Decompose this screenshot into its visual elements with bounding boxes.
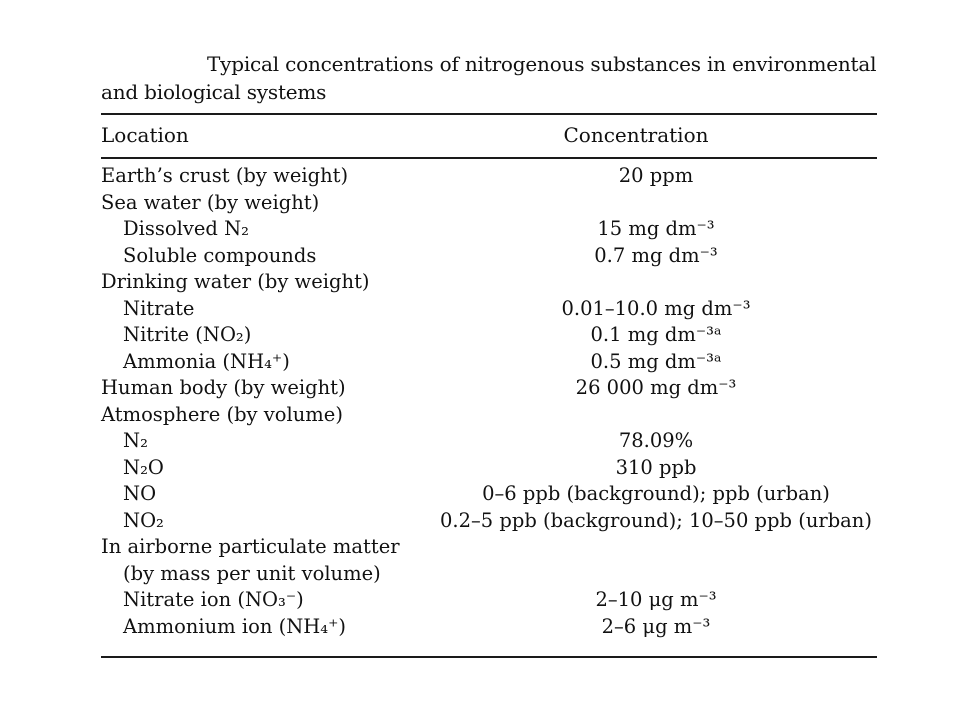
header-location: Location bbox=[101, 123, 189, 147]
row-concentration: 20 ppm bbox=[618, 164, 694, 187]
row-location: Nitrite (NO₂) bbox=[123, 323, 252, 346]
table-row bbox=[101, 375, 877, 402]
row-location: Nitrate ion (NO₃⁻) bbox=[123, 588, 304, 611]
row-location: Atmosphere (by volume) bbox=[101, 402, 343, 426]
row-location: In airborne particulate matter bbox=[101, 535, 400, 558]
row-location: Human body (by weight) bbox=[101, 376, 346, 399]
row-location: Sea water (by weight) bbox=[101, 190, 320, 214]
table-row bbox=[101, 269, 877, 296]
table-row bbox=[101, 508, 877, 535]
row-concentration: 2–6 μg m⁻³ bbox=[601, 614, 711, 638]
table-row bbox=[101, 561, 877, 588]
row-concentration: 0.5 mg dm⁻³ᵃ bbox=[590, 349, 722, 373]
table-row bbox=[101, 587, 877, 614]
table-row bbox=[101, 614, 877, 641]
table-row bbox=[101, 163, 877, 190]
row-location: Drinking water (by weight) bbox=[101, 270, 370, 293]
row-location: Ammonia (NH₄⁺) bbox=[123, 349, 290, 373]
table-row bbox=[101, 216, 877, 243]
table-body bbox=[101, 163, 877, 640]
table-row bbox=[101, 402, 877, 429]
row-concentration: 0.2–5 ppb (background); 10–50 ppb (urban) bbox=[440, 508, 872, 532]
row-concentration: 0.01–10.0 mg dm⁻³ bbox=[561, 296, 751, 320]
row-location: NO bbox=[123, 482, 157, 505]
table-header-row bbox=[101, 118, 877, 152]
row-concentration: 2–10 μg m⁻³ bbox=[595, 588, 717, 611]
row-concentration: 0.7 mg dm⁻³ bbox=[594, 243, 718, 267]
row-location: N₂ bbox=[123, 429, 148, 452]
row-location: (by mass per unit volume) bbox=[123, 561, 381, 585]
table-row bbox=[101, 322, 877, 349]
row-location: Ammonium ion (NH₄⁺) bbox=[123, 614, 346, 638]
header-concentration: Concentration bbox=[563, 123, 709, 147]
row-location: Soluble compounds bbox=[123, 243, 317, 267]
header-rule bbox=[101, 157, 877, 159]
row-location: Earth’s crust (by weight) bbox=[101, 164, 349, 187]
table-row bbox=[101, 349, 877, 376]
row-concentration: 78.09% bbox=[618, 429, 694, 452]
row-location: Nitrate bbox=[123, 296, 195, 320]
row-location: Dissolved N₂ bbox=[123, 217, 249, 240]
row-concentration: 15 mg dm⁻³ bbox=[597, 217, 715, 240]
table-row bbox=[101, 190, 877, 217]
table-row bbox=[101, 296, 877, 323]
bottom-rule bbox=[101, 656, 877, 658]
row-concentration: 310 ppb bbox=[615, 455, 697, 479]
top-rule bbox=[101, 113, 877, 115]
row-location: N₂O bbox=[123, 455, 164, 479]
table-row bbox=[101, 534, 877, 561]
row-concentration: 0–6 ppb (background); ppb (urban) bbox=[482, 482, 830, 505]
row-concentration: 0.1 mg dm⁻³ᵃ bbox=[590, 323, 722, 346]
table-row bbox=[101, 481, 877, 508]
row-concentration: 26 000 mg dm⁻³ bbox=[575, 376, 737, 399]
table-row bbox=[101, 455, 877, 482]
table-row bbox=[101, 243, 877, 270]
table-caption: Typical concentrations of nitrogenous substances in environmental and biological systems bbox=[101, 52, 877, 104]
row-location: NO₂ bbox=[123, 508, 164, 532]
table-row bbox=[101, 428, 877, 455]
